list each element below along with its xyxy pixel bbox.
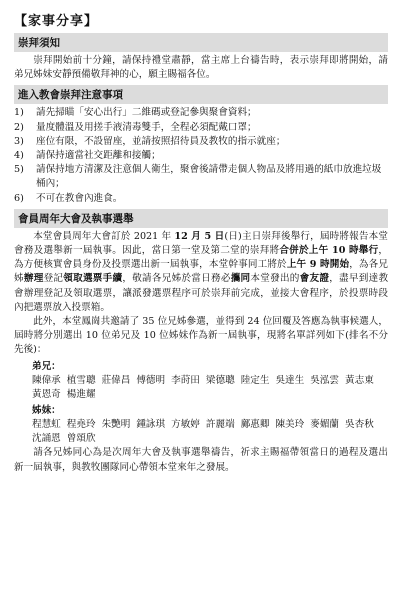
candidate-name: 許麗端	[205, 419, 235, 431]
list-item: 1) 請先掃瞄「安心出行」二維碼或登記參與聚會資料；	[14, 107, 257, 119]
candidate-name: 陸定生	[240, 374, 270, 386]
list-item: 4) 請保持適當社交距離和接觸；	[14, 150, 161, 162]
brothers-label: 弟兄：	[32, 360, 61, 372]
notice-paragraph: 崇拜開始前十分鐘，請保持禮堂肅靜，當主席上台禱告時，表示崇拜即將開始，請弟兄姊妹安靜預備敬拜神的心，願主賜福各位。	[14, 55, 388, 81]
candidate-name: 植雪聰	[66, 374, 96, 386]
meeting-paragraph-2: 此外，本堂鳳崗共邀請了 35 位兄姊參選，並得到 24 位回覆及答應為執事候選人，屆時將分別選出 10 位弟兄及 10 位姊妹作為新一屆執事，現將名單詳列如下(排名不分先後)：	[14, 316, 388, 356]
candidate-name: 程慧虹	[32, 419, 61, 431]
candidate-name: 吳杏秋	[345, 419, 374, 431]
candidate-name: 傅德明	[136, 374, 166, 386]
candidate-name: 鄺惠卿	[240, 419, 270, 431]
candidate-name: 陳美玲	[275, 419, 305, 431]
sisters-label: 姊妹：	[32, 405, 61, 417]
candidate-name: 楊進耀	[66, 388, 96, 400]
candidate-name: 黃恩奇	[32, 388, 61, 400]
list-item: 5) 請保持地方清潔及注意個人衛生，聚會後請帶走個人物品及將用過的紙巾放進垃圾桶內；	[14, 164, 382, 190]
candidate-name: 鍾詠琪	[136, 419, 166, 431]
sisters-list	[14, 418, 388, 446]
candidate-name: 麥媚蘭	[310, 419, 340, 431]
candidate-name: 梁德聰	[205, 374, 235, 386]
candidate-name: 朱艷明	[101, 419, 131, 431]
page-title: 【家事分享】	[14, 14, 99, 29]
candidate-name: 陳偉承	[32, 374, 61, 386]
candidate-name: 吳泓雲	[310, 374, 340, 386]
candidate-name: 李莳田	[171, 374, 200, 386]
list-item: 3) 座位有限，不設留座，並請按照招待員及教牧的指示就座；	[14, 135, 286, 147]
candidate-name: 黃志東	[345, 374, 374, 386]
list-item: 2) 量度體溫及用搓手液清毒雙手，全程必須配戴口罩；	[14, 121, 257, 133]
section-heading-entry: 進入教會崇拜注意事項	[14, 85, 388, 104]
meeting-paragraph-1: 本堂會員周年大會訂於 2021 年 12 月 5 日(日)主日崇拜後舉行，屆時將報告本堂會務及選舉新一屆執事。因此，當日第一堂及第二堂的崇拜將合併於上午 10 時舉行，為方便核實會員身份及投票選出新一屆執事，本堂幹事同工將於上午 9 時開始，為各兄姊辦理登記領取選票手續，敬請各兄姊於當日務必攜同本堂發出的會友證，盡早到達教會辦理登記及領取選票，讓派發選票程序可於崇拜前完成，並接大會程序，於投票時段內把選票放入投票箱。	[14, 230, 389, 313]
candidate-name: 莊偉昌	[101, 374, 131, 386]
section-heading-notice: 崇拜須知	[14, 33, 388, 52]
brothers-list	[14, 374, 388, 402]
list-item: 6) 不可在教會內進食。	[14, 192, 123, 204]
candidate-name: 方敏婷	[171, 419, 200, 431]
candidate-name: 沈誦恩	[32, 433, 61, 445]
section-heading-meeting: 會員周年大會及執事選舉	[14, 209, 388, 228]
meeting-paragraph-3: 請各兄姊同心為是次周年大會及執事選舉禱告，祈求主賜福帶領當日的過程及選出新一屆執事，與教牧團隊同心帶領本堂來年之發展。	[14, 447, 388, 473]
candidate-name: 曾頌欣	[66, 433, 96, 445]
entry-rules-list	[14, 106, 388, 205]
candidate-name: 程堯玲	[66, 419, 96, 431]
candidate-name: 吳達生	[275, 374, 305, 386]
